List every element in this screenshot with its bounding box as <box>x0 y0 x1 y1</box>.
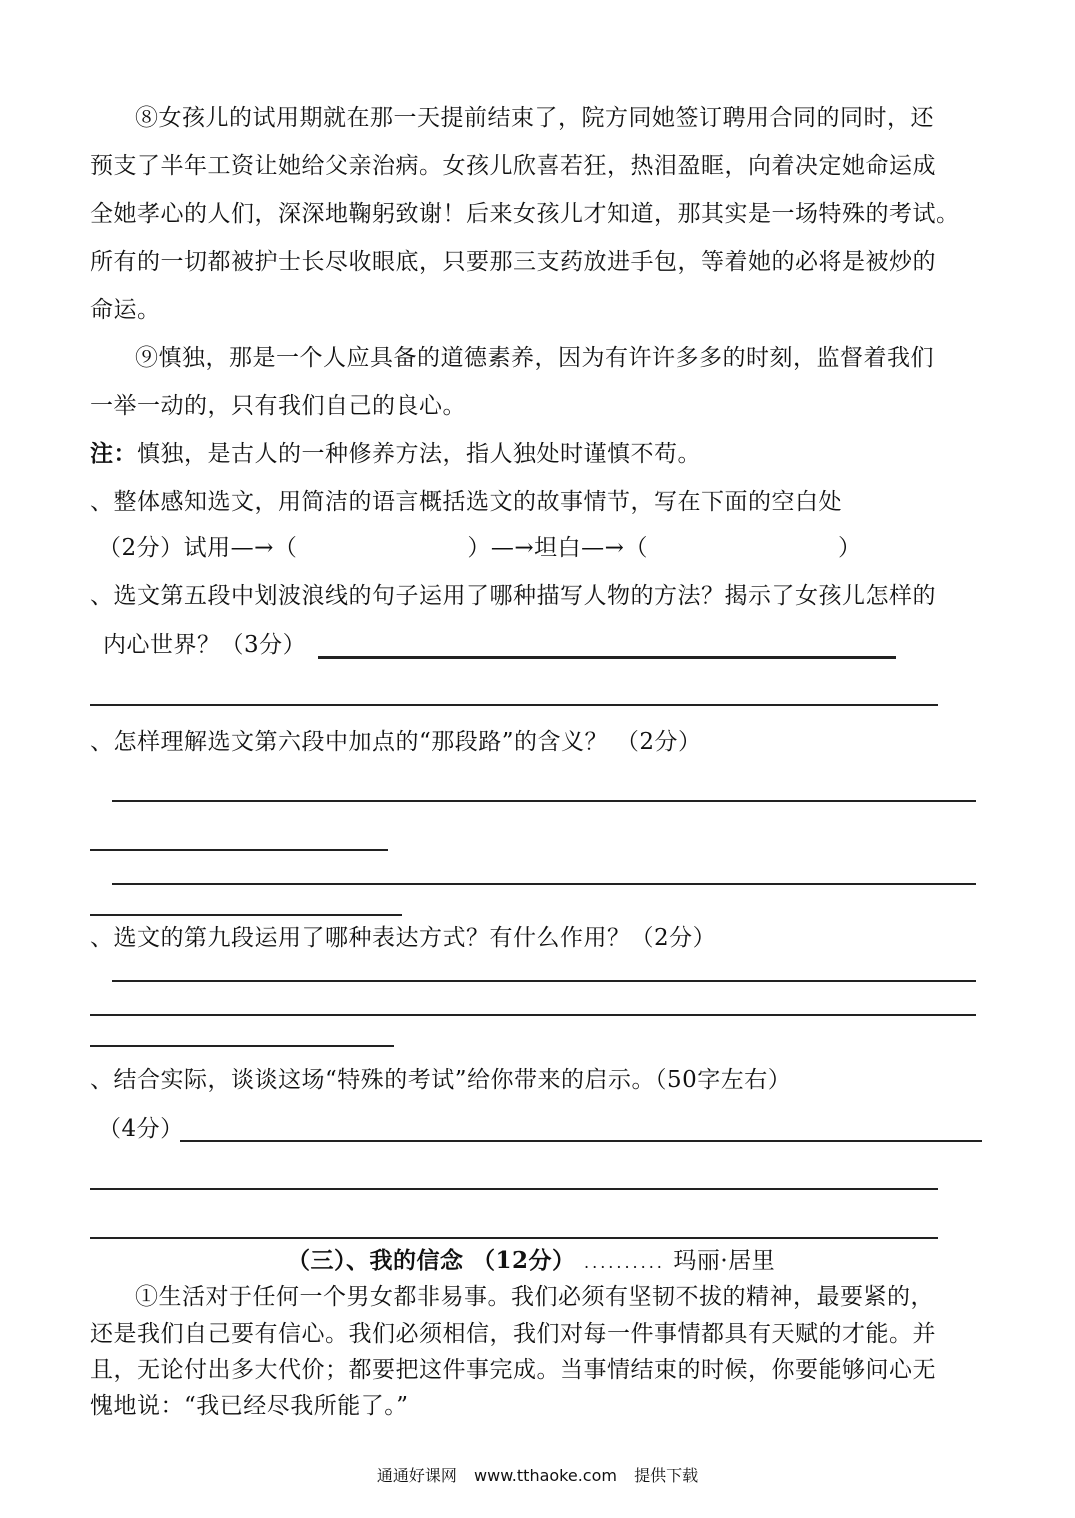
question-1-line-2 <box>98 536 998 560</box>
question-1: 、整体感知选文，用简洁的语言概括选文的故事情节，写在下面的空白处 <box>90 489 842 515</box>
note <box>90 442 990 466</box>
question-4: 、选文的第九段运用了哪种表达方式？有什么作用？（2分） <box>90 925 717 951</box>
footer-site-name: 通通好课网 <box>376 1466 457 1485</box>
q1-part-b: ）—→坦白—→（ <box>467 535 648 561</box>
footer <box>0 1463 1075 1486</box>
q1-part-a: （2分）试用—→（ <box>98 535 298 561</box>
note-text: 慎独，是古人的一种修养方法，指人独处时谨慎不苟。 <box>137 441 701 467</box>
question-2-line-2: 内心世界？（3分） <box>103 632 307 658</box>
answer-line[interactable] <box>112 800 976 802</box>
answer-line[interactable] <box>90 914 402 916</box>
p8-line-5: 命运。 <box>90 297 161 323</box>
footer-suffix: 提供下载 <box>634 1466 699 1485</box>
p9-line-2: 一举一动的，只有我们自己的良心。 <box>90 393 466 419</box>
answer-line[interactable] <box>90 1188 938 1190</box>
section-3-title-row <box>287 1249 887 1273</box>
p8-line-2: 预支了半年工资让她给父亲治病。女孩儿欣喜若狂，热泪盈眶，向着决定她命运成 <box>90 153 936 179</box>
s3-p1-line-2: 还是我们自己要有信心。我们必须相信，我们对每一件事情都具有天赋的才能。并 <box>90 1321 936 1347</box>
p8-line-3: 全她孝心的人们，深深地鞠躬致谢！后来女孩儿才知道，那其实是一场特殊的考试。 <box>90 201 960 227</box>
s3-p1-line-3: 且，无论付出多大代价；都要把这件事完成。当事情结束的时候，你要能够问心无 <box>90 1357 936 1383</box>
answer-line[interactable] <box>90 1237 938 1239</box>
answer-line[interactable] <box>180 1140 982 1142</box>
answer-line[interactable] <box>90 704 938 706</box>
question-2: 、选文第五段中划波浪线的句子运用了哪种描写人物的方法？揭示了女孩儿怎样的 <box>90 583 936 609</box>
p9-line-1: ⑨慎独，那是一个人应具备的道德素养，因为有许许多多的时刻，监督着我们 <box>135 345 934 371</box>
answer-line[interactable] <box>112 980 976 982</box>
answer-line[interactable] <box>112 883 976 885</box>
section-3-author: 玛丽·居里 <box>673 1248 776 1274</box>
answer-line[interactable] <box>90 849 388 851</box>
p8-line-1: ⑧女孩儿的试用期就在那一天提前结束了，院方同她签订聘用合同的同时，还 <box>135 105 934 131</box>
question-5: 、结合实际，谈谈这场“特殊的考试”给你带来的启示。（50字左右） <box>90 1067 792 1093</box>
question-5-line-2: （4分） <box>98 1116 184 1142</box>
answer-line[interactable] <box>318 656 896 659</box>
question-3: 、怎样理解选文第六段中加点的“那段路”的含义？ （2分） <box>90 729 702 755</box>
section-3-title: （三）、我的信念 （12分） <box>287 1247 576 1274</box>
footer-url[interactable]: www.tthaoke.com <box>474 1466 617 1485</box>
q1-part-c: ） <box>837 535 862 561</box>
note-label: 注： <box>90 440 137 467</box>
answer-line[interactable] <box>90 1014 976 1016</box>
answer-line[interactable] <box>90 1045 394 1047</box>
s3-p1-line-1: ①生活对于任何一个男女都非易事。我们必须有坚韧不拔的精神，最要紧的， <box>135 1284 934 1310</box>
p8-line-4: 所有的一切都被护士长尽收眼底，只要那三支药放进手包，等着她的必将是被炒的 <box>90 249 936 275</box>
title-dots: .......... <box>584 1253 665 1272</box>
s3-p1-line-4: 愧地说：“我已经尽我所能了。” <box>90 1393 409 1419</box>
